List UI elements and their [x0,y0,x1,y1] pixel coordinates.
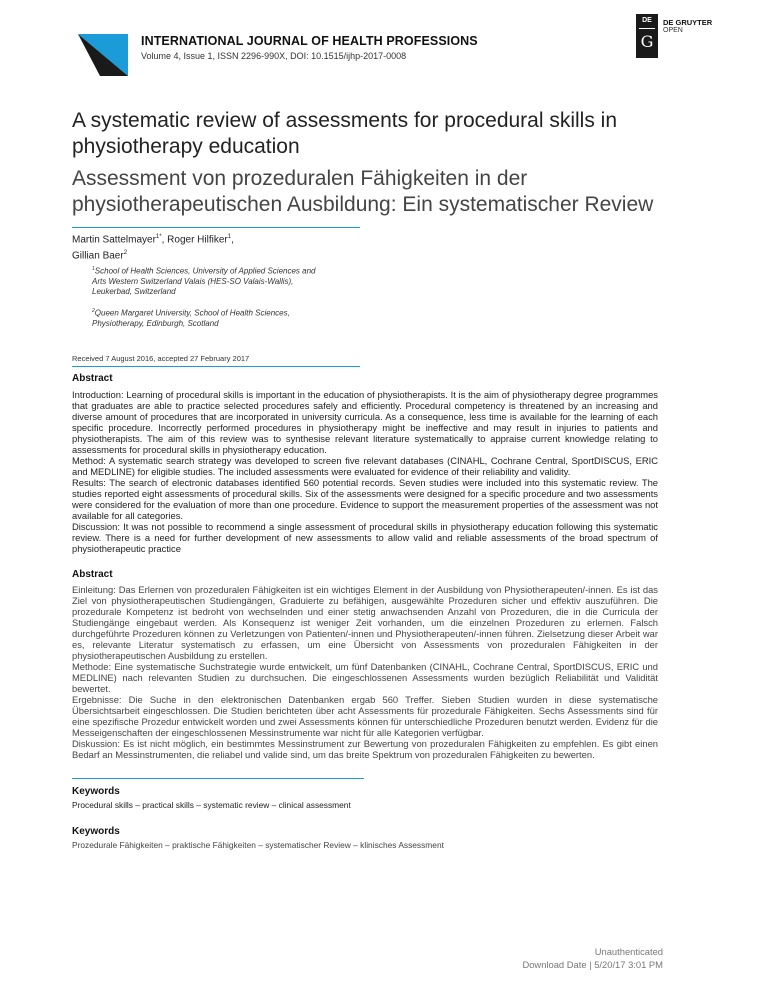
journal-logo-icon [78,34,128,76]
keywords-de: Prozedurale Fähigkeiten – praktische Fähigkeiten – systematischer Review – klinisches Assessment [72,840,444,850]
divider [72,227,360,228]
abstract-en [72,389,658,554]
received-dates: Received 7 August 2016, accepted 27 February 2017 [72,354,250,363]
keywords-heading-de: Keywords [72,826,120,837]
footer-download-date: Download Date | 5/20/17 3:01 PM [522,959,663,970]
publisher-logo-icon [636,14,658,58]
abstract-heading-en: Abstract [72,373,113,384]
abstract-ergebnisse: Ergebnisse: Die Suche in den elektronischen Datenbanken ergab 560 Treffer. Sieben Studien wurden in diese systematische Übersichtsarbeit eingeschlossen. Die Studien berichteten über acht Assessments für prozedurale Fähigkeiten. Sechs Assessments sind für eine spezifische Prozedur entwickelt worden und zwei Assessments können für unterschiedliche Prozeduren benutzt werden. Evidenz für die Messeigenschaften der eingeschlossenen Messinstrumente war nicht für alle Kategorien verfügbar. [72,694,658,738]
divider [72,778,364,779]
abstract-de [72,584,658,760]
article-title-de: Assessment von prozeduralen Fähigkeiten in der physiotherapeutischen Ausbildung: Ein systematischer Review [72,167,654,216]
affiliation-text: School of Health Sciences, University of Applied Sciences and Arts Western Switzerland Valais (HES-SO Valais-Wallis), Leukerbad, Switzerland [92,266,316,296]
affiliation [92,306,322,329]
publisher-name: DE GRUYTER [663,18,713,27]
author-separator: , [231,234,234,246]
abstract-introduction: Introduction: Learning of procedural skills is important in the education of physiotherapists. It is the aim of physiotherapy degree programmes that graduates are able to practice selected procedures safely and efficiently. Procedural competency is threatened by an increasing and diverse amount of procedures that are incorporated in university curricula. As a consequence, less time is available for the learning of each specific procedure. Incorrectly performed procedures in physiotherapy might be ineffective and may result in injuries to patients and physiotherapists. The aim of this review was to synthesise relevant literature systematically to appraise current knowledge relating to assessments for procedural skills in physiotherapy education. [72,389,658,455]
publisher-mark-top: DE [642,17,652,24]
abstract-heading-de: Abstract [72,569,113,580]
author-name: Martin Sattelmayer [72,234,156,246]
affiliation-number: 1 [92,266,95,272]
author-name: Gillian Baer [72,250,124,262]
abstract-einleitung: Einleitung: Das Erlernen von prozeduralen Fähigkeiten ist ein wichtiges Element in der Ausbildung von Physiotherapeuten/-innen. Es ist das Ziel von physiotherapeutischen Studiengängen, Graduierte zu befähigen, ausgewählte Prozeduren sicher und effektiv auszuführen. Die prozedurale Kompetenz ist bedroht von wechselnden und einer stetig anwachsenden Anzahl von Prozeduren, die in die Curricula der Studiengänge eingebaut werden. Als Konsequenz ist weniger Zeit vorhanden, um die einzelnen Prozeduren zu erlernen. Falsch durchgeführte Prozeduren können zu Verletzungen von Patienten/-innen und Physiotherapeuten/-innen führen. Zielsetzung dieser Arbeit war es, relevante Literatur systematisch zu erfassen, um eine Übersicht von Assessments von prozeduralen Fähigkeiten in der physiotherapeutischen Ausbildung zu erstellen. [72,584,658,661]
author-affiliation-mark: 2 [123,249,128,256]
journal-meta: Volume 4, Issue 1, ISSN 2296-990X, DOI: 10.1515/ijhp-2017-0008 [141,51,407,61]
keywords-en: Procedural skills – practical skills – systematic review – clinical assessment [72,800,351,810]
author-name: Roger Hilfiker [167,234,228,246]
article-title-en: A systematic review of assessments for procedural skills in physiotherapy education [72,109,618,158]
affiliation-text: Queen Margaret University, School of Health Sciences, Physiotherapy, Edinburgh, Scotland [92,308,290,328]
footer-auth-status: Unauthenticated [594,946,663,957]
author-affiliation-mark: 1 [227,234,232,240]
author-separator: , [161,234,168,246]
abstract-results: Results: The search of electronic databases identified 560 potential records. Seven studies were included into this systematic review. The studies reported eight assessments of procedural skills. Six of the assessments were designed for a specific procedure and two assessments were considered for the evaluation of more than one procedure. Evidence to support the measurement properties of the assessment was not available for all categories. [72,477,658,521]
abstract-method: Method: A systematic search strategy was developed to screen five relevant databases (CINAHL, Cochrane Central, SportDISCUS, ERIC and MEDLINE) for eligible studies. The included assessments were evaluated for evidence of their reliability and validity. [72,455,658,477]
affiliation [92,264,322,297]
author-affiliation-mark: 1* [155,234,162,240]
abstract-methode: Methode: Eine systematische Suchstrategie wurde entwickelt, um fünf Datenbanken (CINAHL, Cochrane Central, SportDISCUS, ERIC und MEDLINE) nach relevanten Studien zu durchsuchen. Die eingeschlossenen Assessments wurden bezüglich Reliabilität und Validität bewertet. [72,661,658,694]
author-list [72,231,312,263]
publisher-mark-bottom: G [640,32,654,51]
journal-title: INTERNATIONAL JOURNAL OF HEALTH PROFESSIONS [141,34,478,48]
abstract-diskussion: Diskussion: Es ist nicht möglich, ein bestimmtes Messinstrument zur Bewertung von prozeduralen Fähigkeiten zu empfehlen. Es gibt einen Bedarf an Messinstrumenten, die reliabel und valide sind, um das breite Spektrum von prozeduralen Fähigkeiten zu bewerten. [72,738,658,760]
keywords-heading-en: Keywords [72,786,120,797]
abstract-discussion: Discussion: It was not possible to recommend a single assessment of procedural skills in physiotherapy education following this systematic review. There is a need for further development of new assessments to allow valid and reliable assessments of the broad spectrum of physiotherapeutic practice [72,521,658,554]
publisher-sub: OPEN [663,27,683,34]
divider [72,366,360,367]
affiliation-number: 2 [92,308,95,314]
